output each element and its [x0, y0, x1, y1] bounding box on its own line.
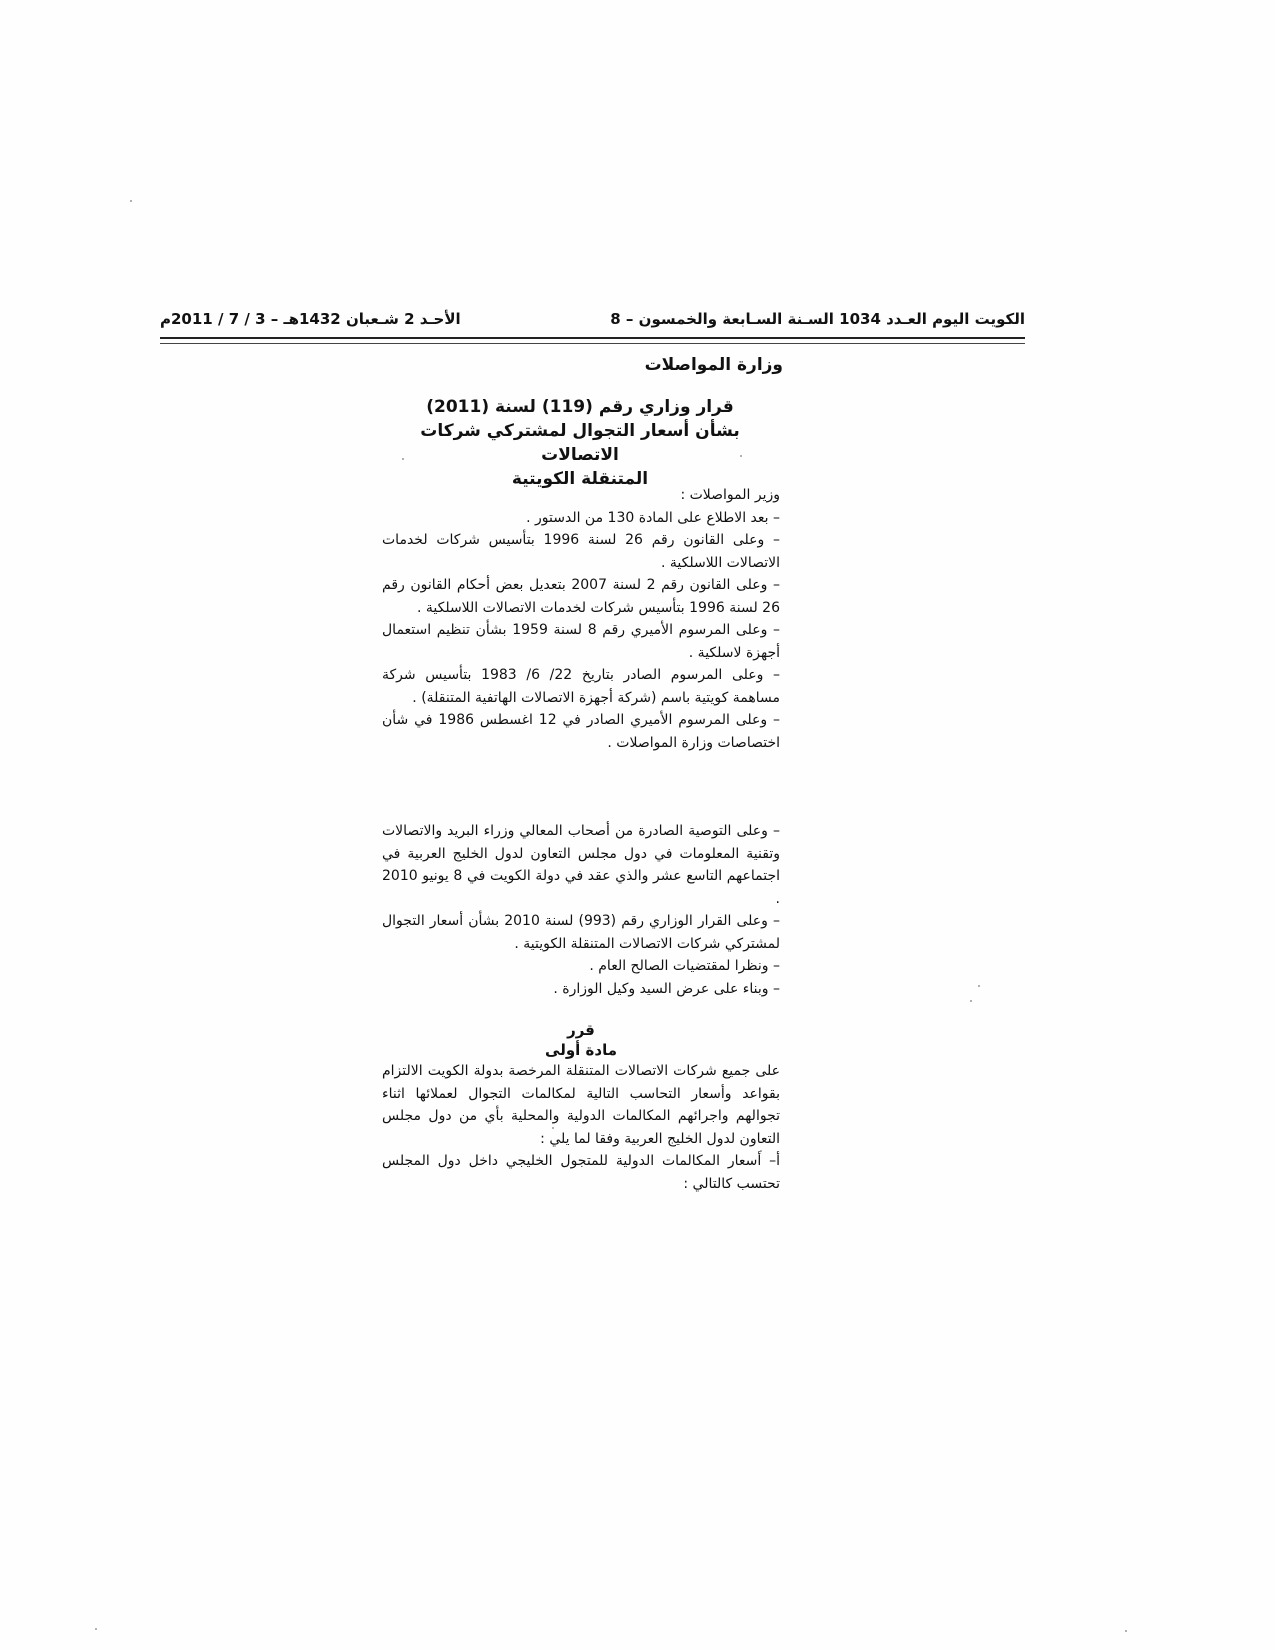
preamble-line: وزير المواصلات : — [680, 487, 780, 503]
article-heading: مادة أولى — [545, 1041, 617, 1059]
preamble-line: – وعلى المرسوم الأميري الصادر في 12 اغسطس 1986 في شأن اختصاصات وزارة المواصلات . — [382, 712, 781, 751]
decision-section — [382, 1020, 780, 1195]
header-date: الأحـد 2 شـعبان 1432هـ – 3 / 7 / 2011م — [160, 310, 461, 328]
preamble-line: – وعلى القرار الوزاري رقم (993) لسنة 2010 بشأن أسعار التجوال لمشتركي شركات الاتصالات المتنقلة الكويتية . — [382, 913, 780, 952]
scan-speck — [978, 985, 980, 987]
page-header — [160, 305, 1025, 335]
scan-speck — [970, 1000, 972, 1002]
decree-title — [380, 395, 780, 491]
preamble-line: – ونظرا لمقتضيات الصالح العام . — [589, 958, 780, 974]
decree-title-line: قرار وزاري رقم (119) لسنة (2011) — [426, 397, 734, 417]
scan-speck — [130, 200, 132, 202]
preamble-line: – وعلى المرسوم الصادر بتاريخ 22/ 6/ 1983 بتأسيس شركة مساهمة كويتية باسم (شركة أجهزة الاتصالات الهاتفية المتنقلة) . — [382, 667, 781, 706]
decree-title-line: المتنقلة الكويتية — [511, 469, 649, 489]
decree-title-line: بشأن أسعار التجوال لمشتركي شركات الاتصالات — [420, 421, 740, 465]
header-rule-thin — [160, 343, 1025, 344]
decision-heading: قرر — [567, 1021, 595, 1039]
preamble-line: – وعلى القانون رقم 2 لسنة 2007 بتعديل بعض أحكام القانون رقم 26 لسنة 1996 بتأسيس شركات لخدمات الاتصالات اللاسلكية . — [382, 577, 780, 616]
header-rule — [160, 337, 1025, 339]
header-issue-info: الكويت اليوم العـدد 1034 السـنة السـابعة والخمسون – 8 — [610, 310, 1025, 328]
preamble-line: – وعلى التوصية الصادرة من أصحاب المعالي وزراء البريد والاتصالات وتقنية المعلومات في دول مجلس التعاون لدول الخليج العربية في اجتماعهم التاسع عشر والذي عقد في دولة الكويت في 8 يونيو 2010 . — [382, 823, 780, 907]
ministry-name: وزارة المواصلات — [644, 355, 783, 375]
preamble-line: – وبناء على عرض السيد وكيل الوزارة . — [553, 980, 780, 997]
preamble-section — [382, 484, 780, 754]
preamble-line: – وعلى المرسوم الأميري رقم 8 لسنة 1959 بشأن تنظيم استعمال أجهزة لاسلكية . — [382, 622, 781, 661]
article-paragraph: أ– أسعار المكالمات الدولية للمتجول الخليجي داخل دول المجلس تحتسب كالتالي : — [382, 1153, 780, 1192]
scan-speck — [1125, 1630, 1127, 1632]
preamble-line: – وعلى القانون رقم 26 لسنة 1996 بتأسيس شركات لخدمات الاتصالات اللاسلكية . — [382, 532, 780, 571]
preamble-section-continued — [382, 820, 780, 1000]
scan-speck — [95, 1628, 97, 1630]
preamble-line: – بعد الاطلاع على المادة 130 من الدستور . — [526, 509, 780, 526]
article-paragraph: على جميع شركات الاتصالات المتنقلة المرخصة بدولة الكويت الالتزام بقواعد وأسعار التحاسب التالية لمكالمات التجوال لعملائها اثناء تجوالهم واجرائهم المكالمات الدولية والمحلية بأي من دول مجلس التعاون لدول الخليج العربية وفقا لما يلي : — [382, 1063, 780, 1147]
